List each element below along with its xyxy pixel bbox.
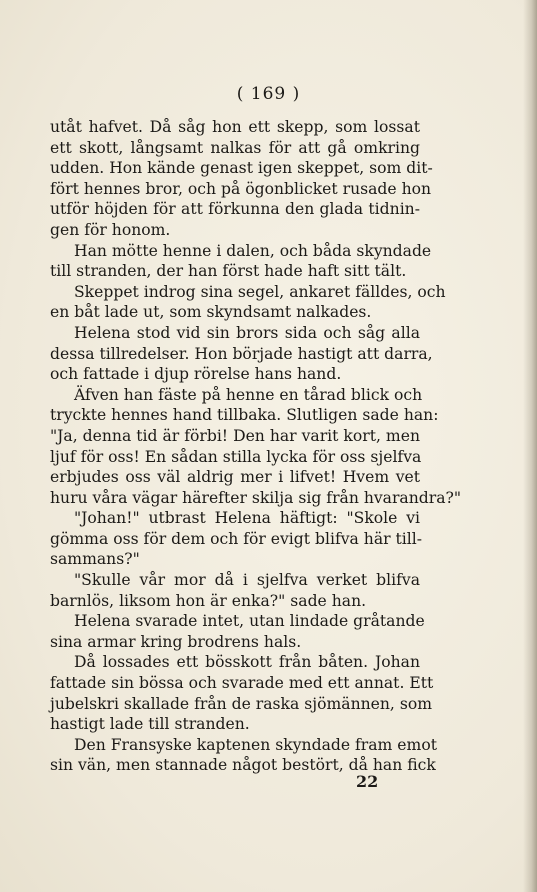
text-line: fattade sin bössa och svarade med ett annat. Ett: [50, 674, 434, 693]
body-text: [50, 117, 462, 776]
text-line: en båt lade ut, som skyndsamt nalkades.: [50, 303, 372, 322]
page-number: ( 169 ): [236, 84, 301, 104]
text-line: hastigt lade till stranden.: [50, 715, 250, 734]
text-line: dessa tillredelser. Hon började hastigt att darra,: [50, 344, 433, 363]
text-line: Då lossades ett bösskott från båten. Johan: [74, 653, 420, 672]
text-line: "Skulle vår mor då i sjelfva verket blifva: [74, 571, 420, 590]
text-line: udden. Hon kände genast igen skeppet, som dit-: [50, 159, 433, 178]
text-line: till stranden, der han först hade haft sitt tält.: [50, 262, 407, 281]
text-line: huru våra vägar härefter skilja sig från hvarandra?": [50, 488, 462, 507]
text-line: gömma oss för dem och för evigt blifva här till-: [50, 529, 423, 548]
text-line: ljuf för oss! En sådan stilla lycka för oss sjelfva: [50, 447, 422, 466]
text-line: erbjudes oss väl aldrig mer i lifvet! Hvem vet: [50, 468, 420, 487]
text-line: sina armar kring brodrens hals.: [50, 632, 302, 651]
text-line: Skeppet indrog sina segel, ankaret fälldes, och: [74, 282, 446, 301]
text-line: Helena svarade intet, utan lindade gråtande: [74, 612, 425, 631]
text-line: och fattade i djup rörelse hans hand.: [50, 365, 342, 384]
text-line: sin vän, men stannade något bestört, då han fick: [50, 756, 436, 775]
text-line: utför höjden för att förkunna den glada tidnin-: [50, 200, 420, 219]
text-line: fört hennes bror, och på ögonblicket rusade hon: [50, 179, 432, 198]
text-line: utåt hafvet. Då såg hon ett skepp, som lossat: [50, 118, 420, 136]
text-line: "Johan!" utbrast Helena häftigt: "Skole vi: [74, 509, 420, 528]
text-line: barnlös, liksom hon är enka?" sade han.: [50, 591, 367, 610]
text-line: jubelskri skallade från de raska sjömännen, som: [50, 694, 433, 713]
text-line: Helena stod vid sin brors sida och såg alla: [74, 323, 420, 342]
text-line: Äfven han fäste på henne en tårad blick och: [74, 385, 423, 404]
signature-mark: 22: [356, 772, 379, 791]
text-line: ett skott, långsamt nalkas för att gå omkring: [50, 138, 420, 157]
text-line: gen för honom.: [50, 220, 171, 239]
text-line: Den Fransyske kaptenen skyndade fram emot: [74, 735, 437, 754]
text-line: tryckte hennes hand tillbaka. Slutligen sade han:: [50, 406, 439, 425]
text-line: sammans?": [50, 550, 140, 569]
page-gutter-shadow: [523, 0, 537, 892]
text-line: "Ja, denna tid är förbi! Den har varit kort, men: [50, 426, 420, 445]
text-line: Han mötte henne i dalen, och båda skyndade: [74, 241, 432, 260]
